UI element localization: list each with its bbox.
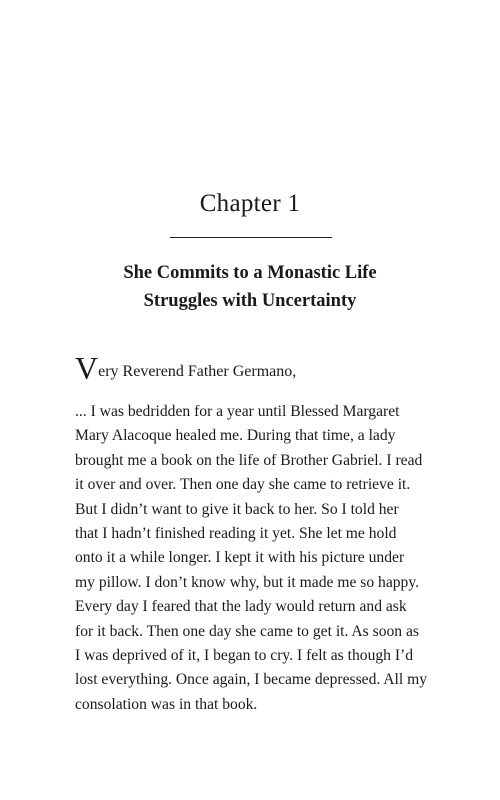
body-line: consolation was in that book. xyxy=(75,695,258,713)
subtitle-line-2: Struggles with Uncertainty xyxy=(143,291,357,311)
body-line: for it back. Then one day she came to get it. As soon as xyxy=(75,622,419,640)
salutation-initial: V xyxy=(75,350,99,386)
subtitle-line-1: She Commits to a Monastic Life xyxy=(123,263,377,283)
body-line: I was deprived of it, I began to cry. I felt as though I’d xyxy=(75,647,414,665)
letter-salutation xyxy=(75,350,435,386)
chapter-title: Chapter 1 xyxy=(199,190,301,217)
body-line: my pillow. I don’t know why, but it made me so happy. xyxy=(75,573,420,591)
letter-body xyxy=(75,400,435,717)
body-line: brought me a book on the life of Brother Gabriel. I read xyxy=(75,451,423,469)
salutation-text: ery Reverend Father Germano, xyxy=(98,363,297,380)
body-line: Every day I feared that the lady would return and ask xyxy=(75,598,407,616)
body-line: Mary Alacoque healed me. During that time, a lady xyxy=(75,427,396,445)
body-line: it over and over. Then one day she came to retrieve it. xyxy=(75,476,411,494)
title-divider xyxy=(170,237,332,238)
body-line: onto it a while longer. I kept it with his picture under xyxy=(75,549,405,567)
chapter-subtitle xyxy=(0,259,500,315)
body-line: But I didn’t want to give it back to her. So I told her xyxy=(75,500,399,518)
body-line: ... I was bedridden for a year until Blessed Margaret xyxy=(75,403,400,420)
body-line: lost everything. Once again, I became depressed. All my xyxy=(75,671,428,689)
body-line: that I hadn’t finished reading it yet. She let me hold xyxy=(75,525,397,543)
